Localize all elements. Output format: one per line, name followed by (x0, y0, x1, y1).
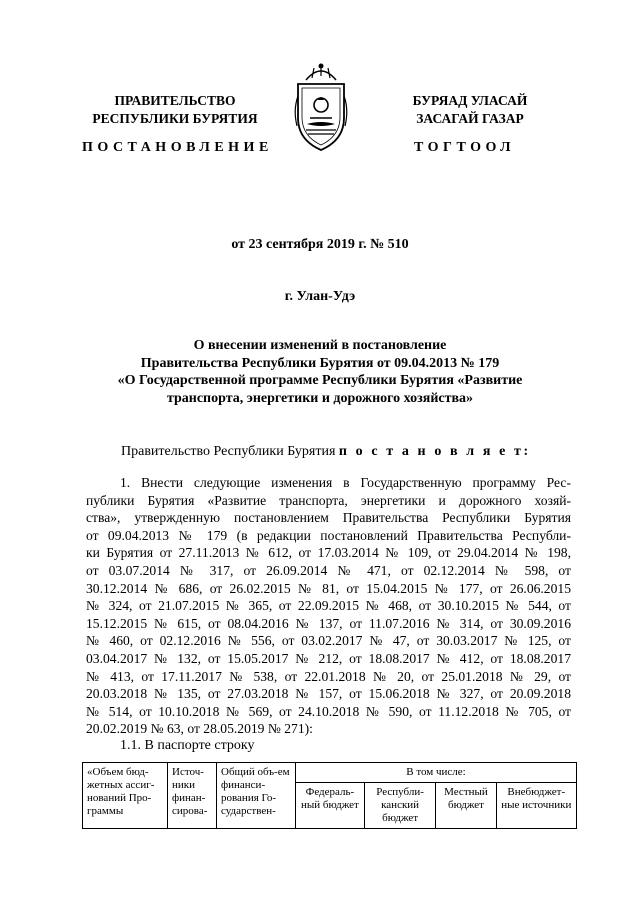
table-cell-federal: Федераль-ный бюджет (296, 783, 365, 829)
paragraph-line: 30.12.2014 № 686, от 26.02.2015 № 81, от 15.04.2015 № 177, от 26.06.2015 (86, 580, 571, 596)
passport-table (82, 762, 577, 829)
paragraph-line: № 413, от 17.11.2017 № 538, от 22.01.2018 № 20, от 25.01.2018 № 29, от (86, 668, 571, 684)
subitem-1-1: 1.1. В паспорте строку (120, 738, 255, 753)
paragraph-line: 1. Внести следующие изменения в Государственную программу Рес- (120, 475, 571, 490)
intro-emphasis: п о с т а н о в л я е т: (338, 444, 531, 459)
coat-of-arms-icon (292, 60, 350, 154)
paragraph-line: 15.12.2015 № 615, от 08.04.2016 № 137, от 11.07.2016 № 314, от 30.09.2016 (86, 615, 571, 631)
table-cell-local: Местный бюджет (436, 783, 496, 829)
paragraph-line: № 324, от 21.07.2015 № 365, от 22.09.2015 № 468, от 30.10.2015 № 544, от (86, 598, 571, 614)
table-cell-republican: Республи-канский бюджет (364, 783, 436, 829)
paragraph-line: 20.02.2019 № 63, от 28.05.2019 № 271): (86, 721, 313, 737)
header-left-line-2: РЕСПУБЛИКИ БУРЯТИЯ (92, 111, 258, 126)
doc-type-left: ПОСТАНОВЛЕНИЕ (82, 140, 273, 155)
paragraph-line: от 09.04.2013 № 179 (в редакции постановлений Правительства Республи- (86, 527, 571, 543)
table-cell-extrabudgetary: Внебюджет-ные источники (496, 783, 576, 829)
table-cell-group-header: В том числе: (296, 763, 577, 783)
doc-type-right: ТОГТООЛ (414, 140, 516, 155)
title-line-2: Правительства Республики Бурятия от 09.04.2013 № 179 (140, 355, 500, 371)
title-line-3: «О Государственной программе Республики Бурятия «Развитие (117, 373, 523, 388)
document-city: г. Улан-Удэ (284, 289, 356, 304)
intro-sentence (121, 444, 531, 460)
paragraph-line: 20.03.2018 № 135, от 27.03.2018 № 157, от 15.06.2018 № 327, от 20.09.2018 (86, 686, 571, 702)
paragraph-line: № 514, от 10.10.2018 № 569, от 24.10.2018 № 590, от 11.12.2018 № 705, от (86, 703, 571, 719)
header-right-line-1: БУРЯАД УЛАСАЙ (412, 93, 528, 108)
document-date-number: от 23 сентября 2019 г. № 510 (231, 237, 409, 252)
paragraph-1 (86, 474, 571, 738)
table-cell-sources: Источ-ники финан-сирова- (168, 763, 217, 829)
header-right-block (345, 92, 595, 128)
table-cell-budget-volume: «Объем бюд-жетных ассиг-нований Про-граммы (83, 763, 168, 829)
paragraph-line: публики Бурятия «Развитие транспорта, энергетики и дорожного хозяй- (86, 492, 571, 508)
title-line-1: О внесении изменений в постановление (193, 338, 447, 353)
paragraph-line: ки Бурятия от 27.11.2013 № 612, от 17.03.2014 № 109, от 29.04.2014 № 198, (86, 545, 571, 561)
intro-text: Правительство Республики Бурятия (121, 444, 339, 459)
paragraph-line: ства», утвержденную постановлением Правительства Республики Бурятия (86, 510, 571, 526)
title-line-4: транспорта, энергетики и дорожного хозяйства» (166, 390, 474, 406)
table-cell-total-financing: Общий объ-ем финанси-рования Го-сударствен- (217, 763, 296, 829)
paragraph-line: 03.04.2017 № 132, от 15.05.2017 № 212, от 18.08.2017 № 412, от 18.08.2017 (86, 650, 571, 666)
document-title (60, 337, 580, 407)
header-right-line-2: ЗАСАГАЙ ГАЗАР (416, 111, 524, 126)
table-row (83, 763, 577, 783)
header-left-block (50, 92, 300, 128)
paragraph-line: от 03.07.2014 № 317, от 26.09.2014 № 471, от 02.12.2014 № 598, от (86, 562, 571, 578)
paragraph-line: № 460, от 02.12.2016 № 556, от 03.02.2017 № 47, от 30.03.2017 № 125, от (86, 633, 571, 649)
header-left-line-1: ПРАВИТЕЛЬСТВО (114, 93, 236, 108)
